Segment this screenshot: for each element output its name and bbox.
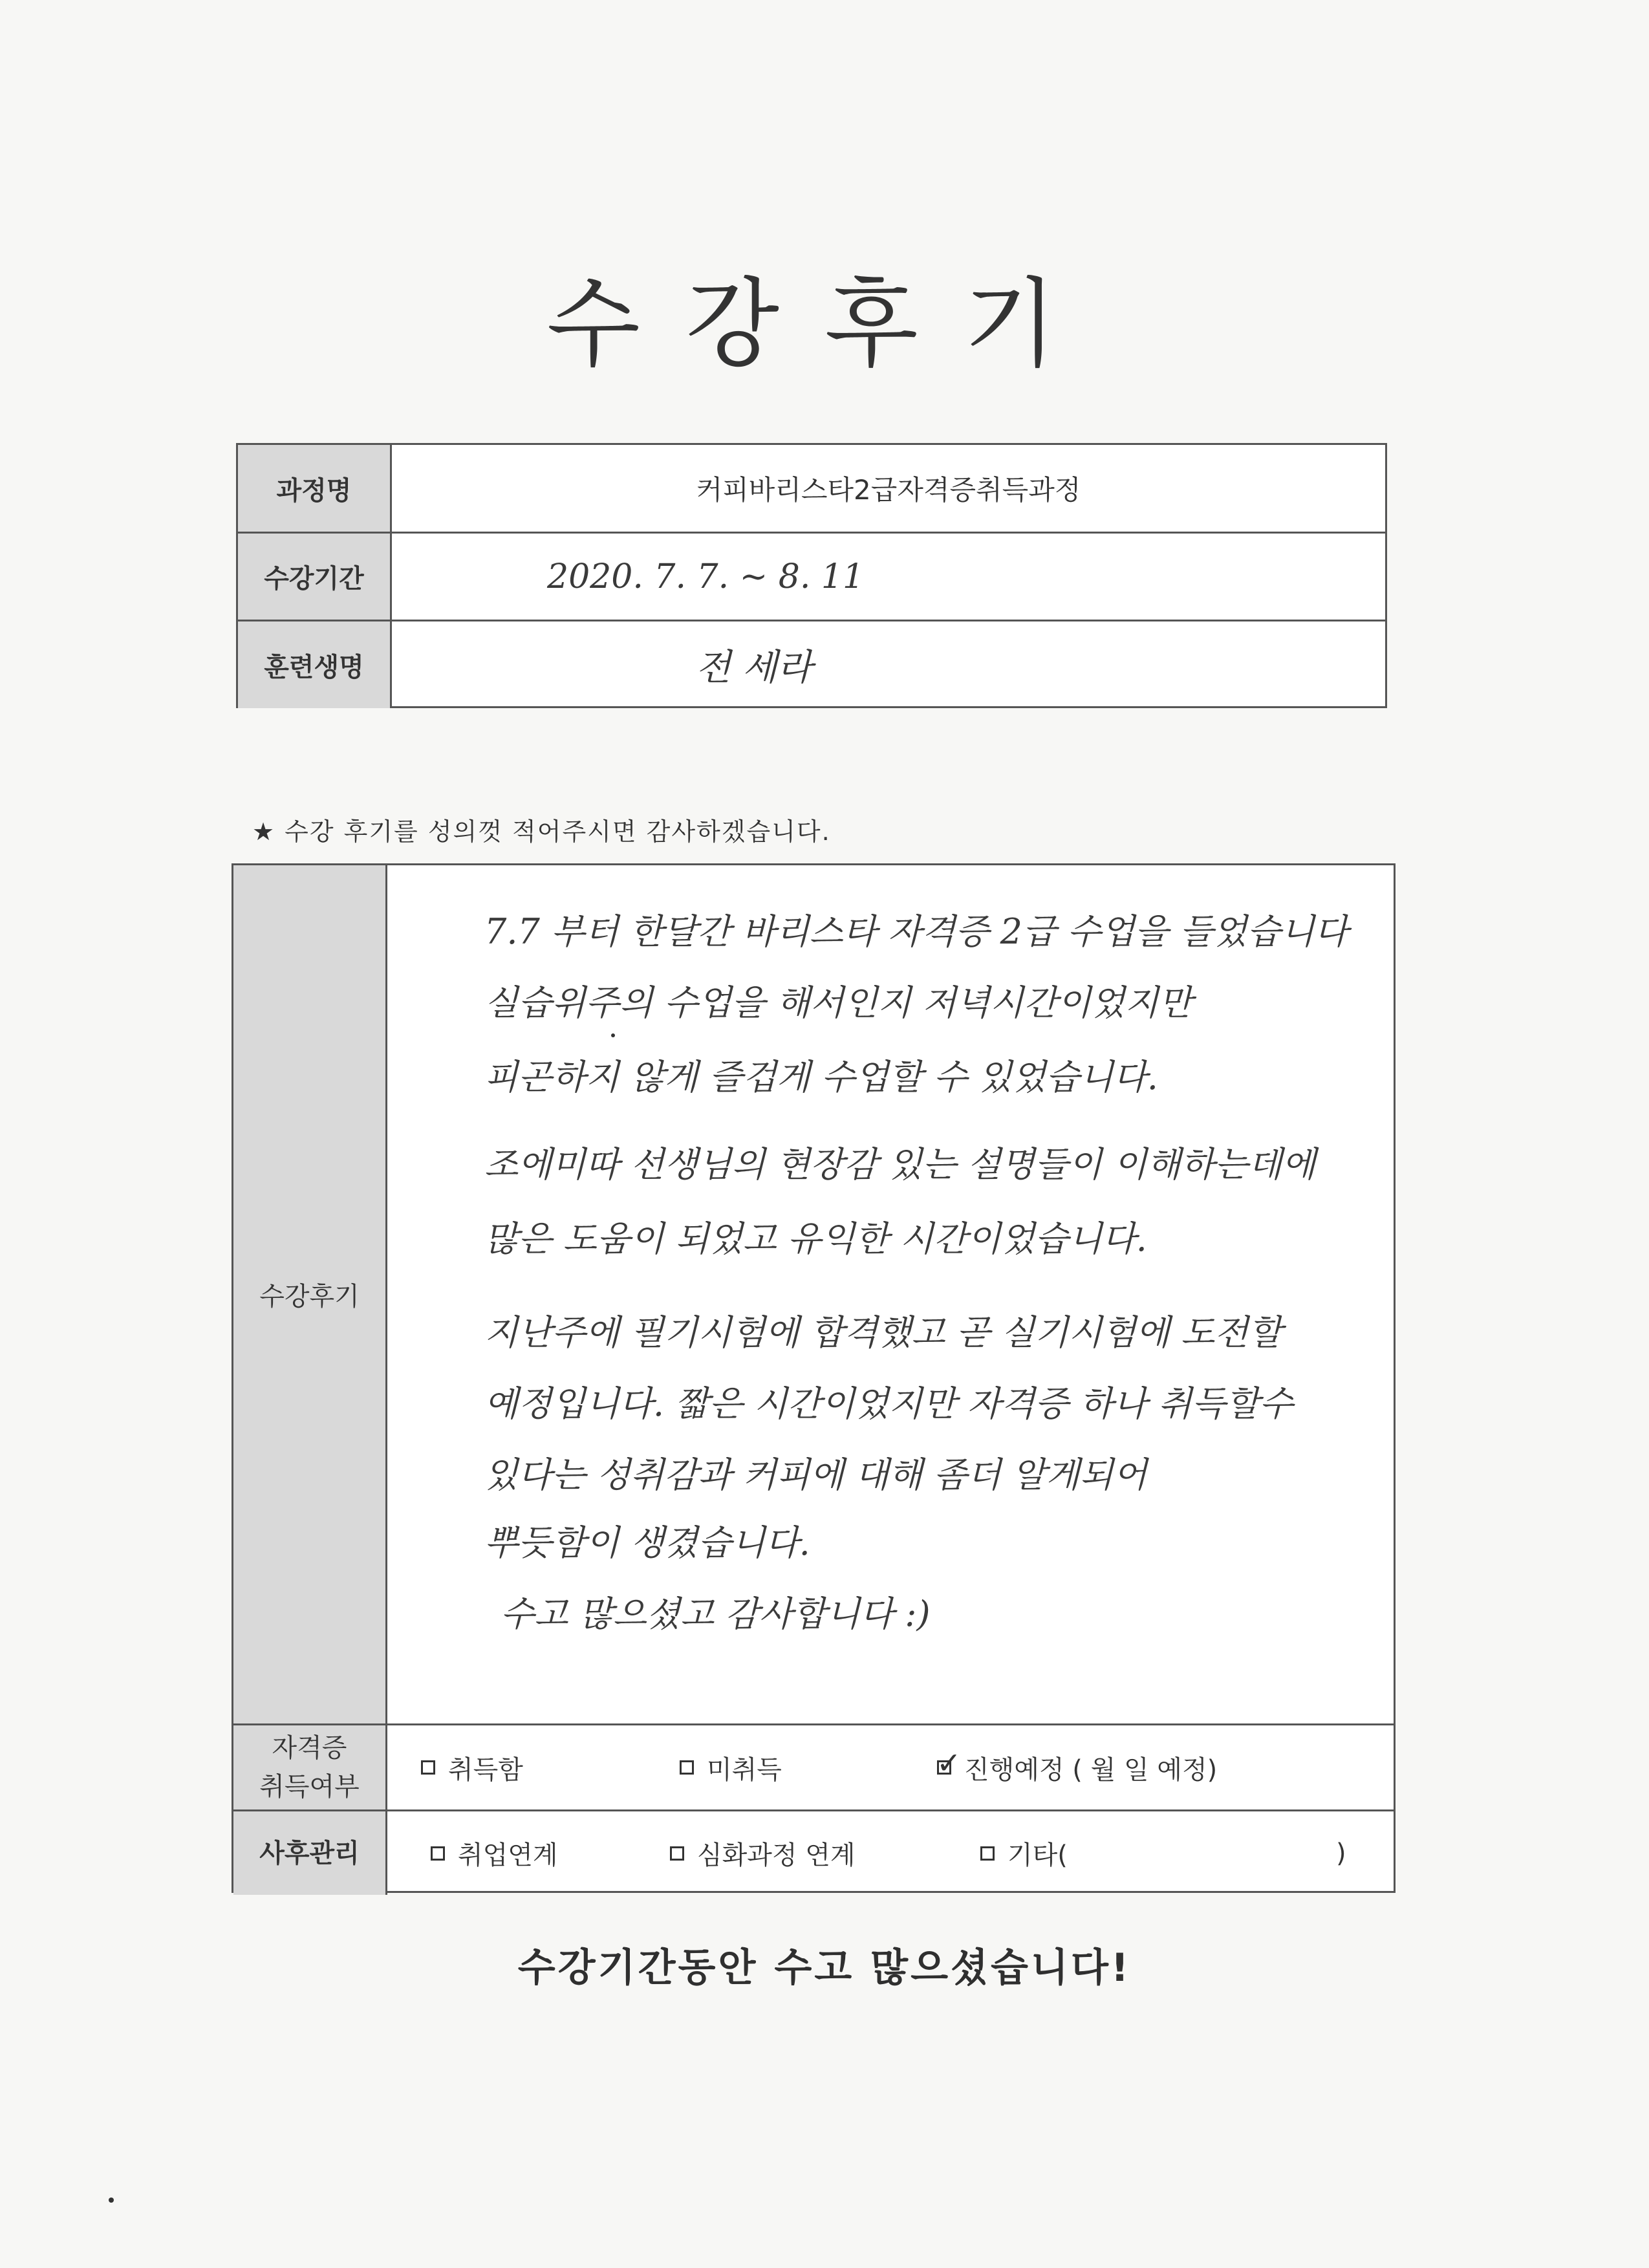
period-row <box>238 534 1385 621</box>
review-line: 실습위주의 수업을 해서인지 저녁시간이었지만 <box>484 982 1192 1023</box>
checkbox-checked-icon[interactable] <box>936 1745 962 1780</box>
review-line: 수고 많으셨고 감사합니다 :) <box>501 1593 931 1634</box>
aftercare-row <box>233 1811 1394 1895</box>
trainee-value: 전 세라 <box>696 647 813 689</box>
review-line: 7.7 부터 한달간 바리스타 자격증 2급 수업을 들었습니다 <box>484 911 1348 952</box>
instruction-note: ★ 수강 후기를 성의껏 적어주시면 감사하겠습니다. <box>252 817 831 846</box>
course-info-table <box>236 443 1387 708</box>
checkbox-icon[interactable] <box>680 1760 694 1775</box>
review-line: 예정입니다. 짧은 시간이었지만 자격증 하나 취득할수 <box>484 1383 1293 1424</box>
review-line: 많은 도움이 되었고 유익한 시간이었습니다. <box>484 1218 1147 1259</box>
review-line: 피곤하지 않게 즐겁게 수업할 수 있었습니다. <box>484 1057 1158 1097</box>
certificate-label-line2: 취득여부 <box>259 1772 360 1802</box>
trainee-label: 훈련생명 <box>238 621 392 708</box>
option-label: 진행예정 ( 월 일 예정) <box>964 1755 1218 1785</box>
review-line: 조에미따 선생님의 현장감 있는 설명들이 이해하는데에 <box>484 1144 1316 1185</box>
check-mark-icon: ✓ <box>936 1745 962 1780</box>
option-label: 심화과정 연계 <box>697 1841 856 1870</box>
certificate-label <box>233 1725 387 1809</box>
checkbox-icon[interactable] <box>421 1760 435 1775</box>
review-text-area <box>387 865 1394 1725</box>
certificate-option-acquired[interactable] <box>421 1725 523 1809</box>
checkbox-icon[interactable] <box>670 1846 684 1861</box>
option-label: 취업연계 <box>458 1841 558 1870</box>
checkbox-icon[interactable] <box>431 1846 445 1861</box>
trainee-row <box>238 621 1385 708</box>
certificate-option-not-acquired[interactable] <box>680 1725 782 1809</box>
scan-speck <box>611 1033 615 1037</box>
aftercare-option-other[interactable] <box>980 1811 1068 1895</box>
aftercare-label: 사후관리 <box>233 1811 387 1895</box>
course-name-row <box>238 445 1385 534</box>
aftercare-option-employment[interactable] <box>431 1811 558 1895</box>
course-name-value: 커피바리스타2급자격증취득과정 <box>696 474 1081 506</box>
checkbox-icon[interactable] <box>980 1846 995 1861</box>
page-title: 수강후기 <box>546 268 1103 381</box>
course-name-label: 과정명 <box>238 445 392 532</box>
period-value: 2020. 7. 7. ~ 8. 11 <box>547 557 865 596</box>
certificate-label-line1: 자격증 <box>272 1733 347 1763</box>
option-label: 미취득 <box>707 1755 782 1785</box>
aftercare-other-close-paren: ) <box>1336 1838 1346 1868</box>
scan-speck <box>109 2198 114 2203</box>
certificate-option-in-progress[interactable] <box>937 1725 1217 1809</box>
closing-message: 수강기간동안 수고 많으셨습니다! <box>517 1945 1132 1991</box>
certificate-row <box>233 1725 1394 1811</box>
review-table <box>232 863 1396 1893</box>
option-label: 취득함 <box>448 1755 523 1785</box>
review-label: 수강후기 <box>233 865 387 1725</box>
aftercare-option-advanced-course[interactable] <box>670 1811 856 1895</box>
review-line: 뿌듯함이 생겼습니다. <box>484 1522 810 1563</box>
option-label: 기타( <box>1008 1841 1068 1870</box>
review-line: 있다는 성취감과 커피에 대해 좀더 알게되어 <box>484 1454 1147 1495</box>
review-line: 지난주에 필기시험에 합격했고 곧 실기시험에 도전할 <box>484 1312 1282 1353</box>
period-label: 수강기간 <box>238 534 392 620</box>
